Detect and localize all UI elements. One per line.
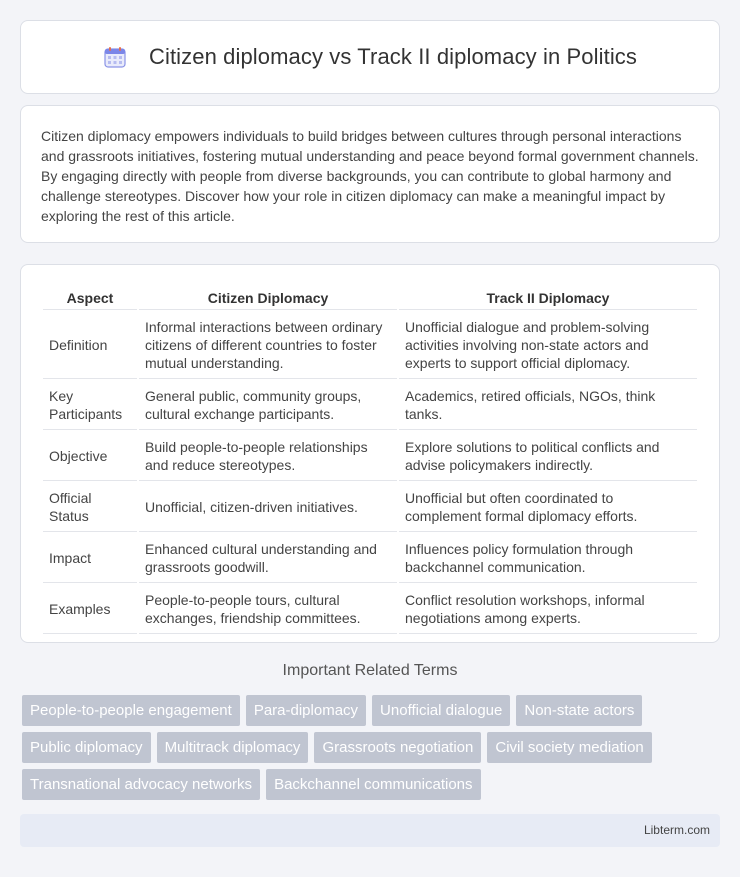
- tag-backchannel-communications[interactable]: Backchannel communications: [266, 769, 480, 800]
- cell-citizen: Unofficial, citizen-driven initiatives.: [139, 483, 397, 532]
- cell-citizen: People-to-people tours, cultural exchanges, friendship committees.: [139, 585, 397, 634]
- table-row: [43, 381, 697, 430]
- title-card: [20, 20, 720, 94]
- intro-card: [20, 105, 720, 243]
- calendar-icon: [103, 45, 127, 69]
- tag-grassroots-negotiation[interactable]: Grassroots negotiation: [314, 732, 481, 763]
- tag-multitrack-diplomacy[interactable]: Multitrack diplomacy: [157, 732, 309, 763]
- cell-citizen: Informal interactions between ordinary citizens of different countries to foster mutual understanding.: [139, 312, 397, 379]
- intro-paragraph: Citizen diplomacy empowers individuals to build bridges between cultures through personal interactions and grassroots initiatives, fostering mutual understanding and peace beyond formal government channels. By engaging directly with people from diverse backgrounds, you can contribute to global harmony and challenge stereotypes. Discover how your role in citizen diplomacy can make a meaningful impact by exploring the rest of this article.: [41, 128, 699, 224]
- cell-aspect: Objective: [43, 432, 137, 481]
- tag-civil-society-mediation[interactable]: Civil society mediation: [487, 732, 651, 763]
- cell-citizen: Build people-to-people relationships and reduce stereotypes.: [139, 432, 397, 481]
- related-terms-title: Important Related Terms: [282, 662, 458, 679]
- table-header-row: [43, 287, 697, 310]
- cell-aspect: Key Participants: [43, 381, 137, 430]
- cell-citizen: General public, community groups, cultural exchange participants.: [139, 381, 397, 430]
- cell-aspect: Impact: [43, 534, 137, 583]
- table-row: [43, 585, 697, 634]
- table-row: [43, 432, 697, 481]
- comparison-card: [20, 264, 720, 643]
- related-terms-list: [22, 695, 722, 806]
- footer: [20, 814, 720, 847]
- page-title: Citizen diplomacy vs Track II diplomacy in Politics: [148, 44, 638, 69]
- cell-track2: Unofficial dialogue and problem-solving activities involving non-state actors and experts to support official diplomacy.: [399, 312, 697, 379]
- column-header-aspect: Aspect: [43, 287, 137, 310]
- cell-citizen: Enhanced cultural understanding and grassroots goodwill.: [139, 534, 397, 583]
- cell-track2: Academics, retired officials, NGOs, think tanks.: [399, 381, 697, 430]
- tag-people-to-people-engagement[interactable]: People-to-people engagement: [22, 695, 240, 726]
- table-row: [43, 312, 697, 379]
- tag-transnational-advocacy-networks[interactable]: Transnational advocacy networks: [22, 769, 260, 800]
- cell-aspect: Definition: [43, 312, 137, 379]
- cell-aspect: Examples: [43, 585, 137, 634]
- tag-public-diplomacy[interactable]: Public diplomacy: [22, 732, 151, 763]
- tag-unofficial-dialogue[interactable]: Unofficial dialogue: [372, 695, 510, 726]
- comparison-table: [41, 285, 699, 636]
- table-row: [43, 483, 697, 532]
- cell-track2: Explore solutions to political conflicts and advise policymakers indirectly.: [399, 432, 697, 481]
- tag-non-state-actors[interactable]: Non-state actors: [516, 695, 642, 726]
- footer-brand-link[interactable]: Libterm.com: [643, 823, 710, 837]
- tag-para-diplomacy[interactable]: Para-diplomacy: [246, 695, 366, 726]
- cell-track2: Conflict resolution workshops, informal negotiations among experts.: [399, 585, 697, 634]
- column-header-track2: Track II Diplomacy: [399, 287, 697, 310]
- table-row: [43, 534, 697, 583]
- column-header-citizen: Citizen Diplomacy: [139, 287, 397, 310]
- cell-track2: Unofficial but often coordinated to complement formal diplomacy efforts.: [399, 483, 697, 532]
- cell-aspect: Official Status: [43, 483, 137, 532]
- cell-track2: Influences policy formulation through backchannel communication.: [399, 534, 697, 583]
